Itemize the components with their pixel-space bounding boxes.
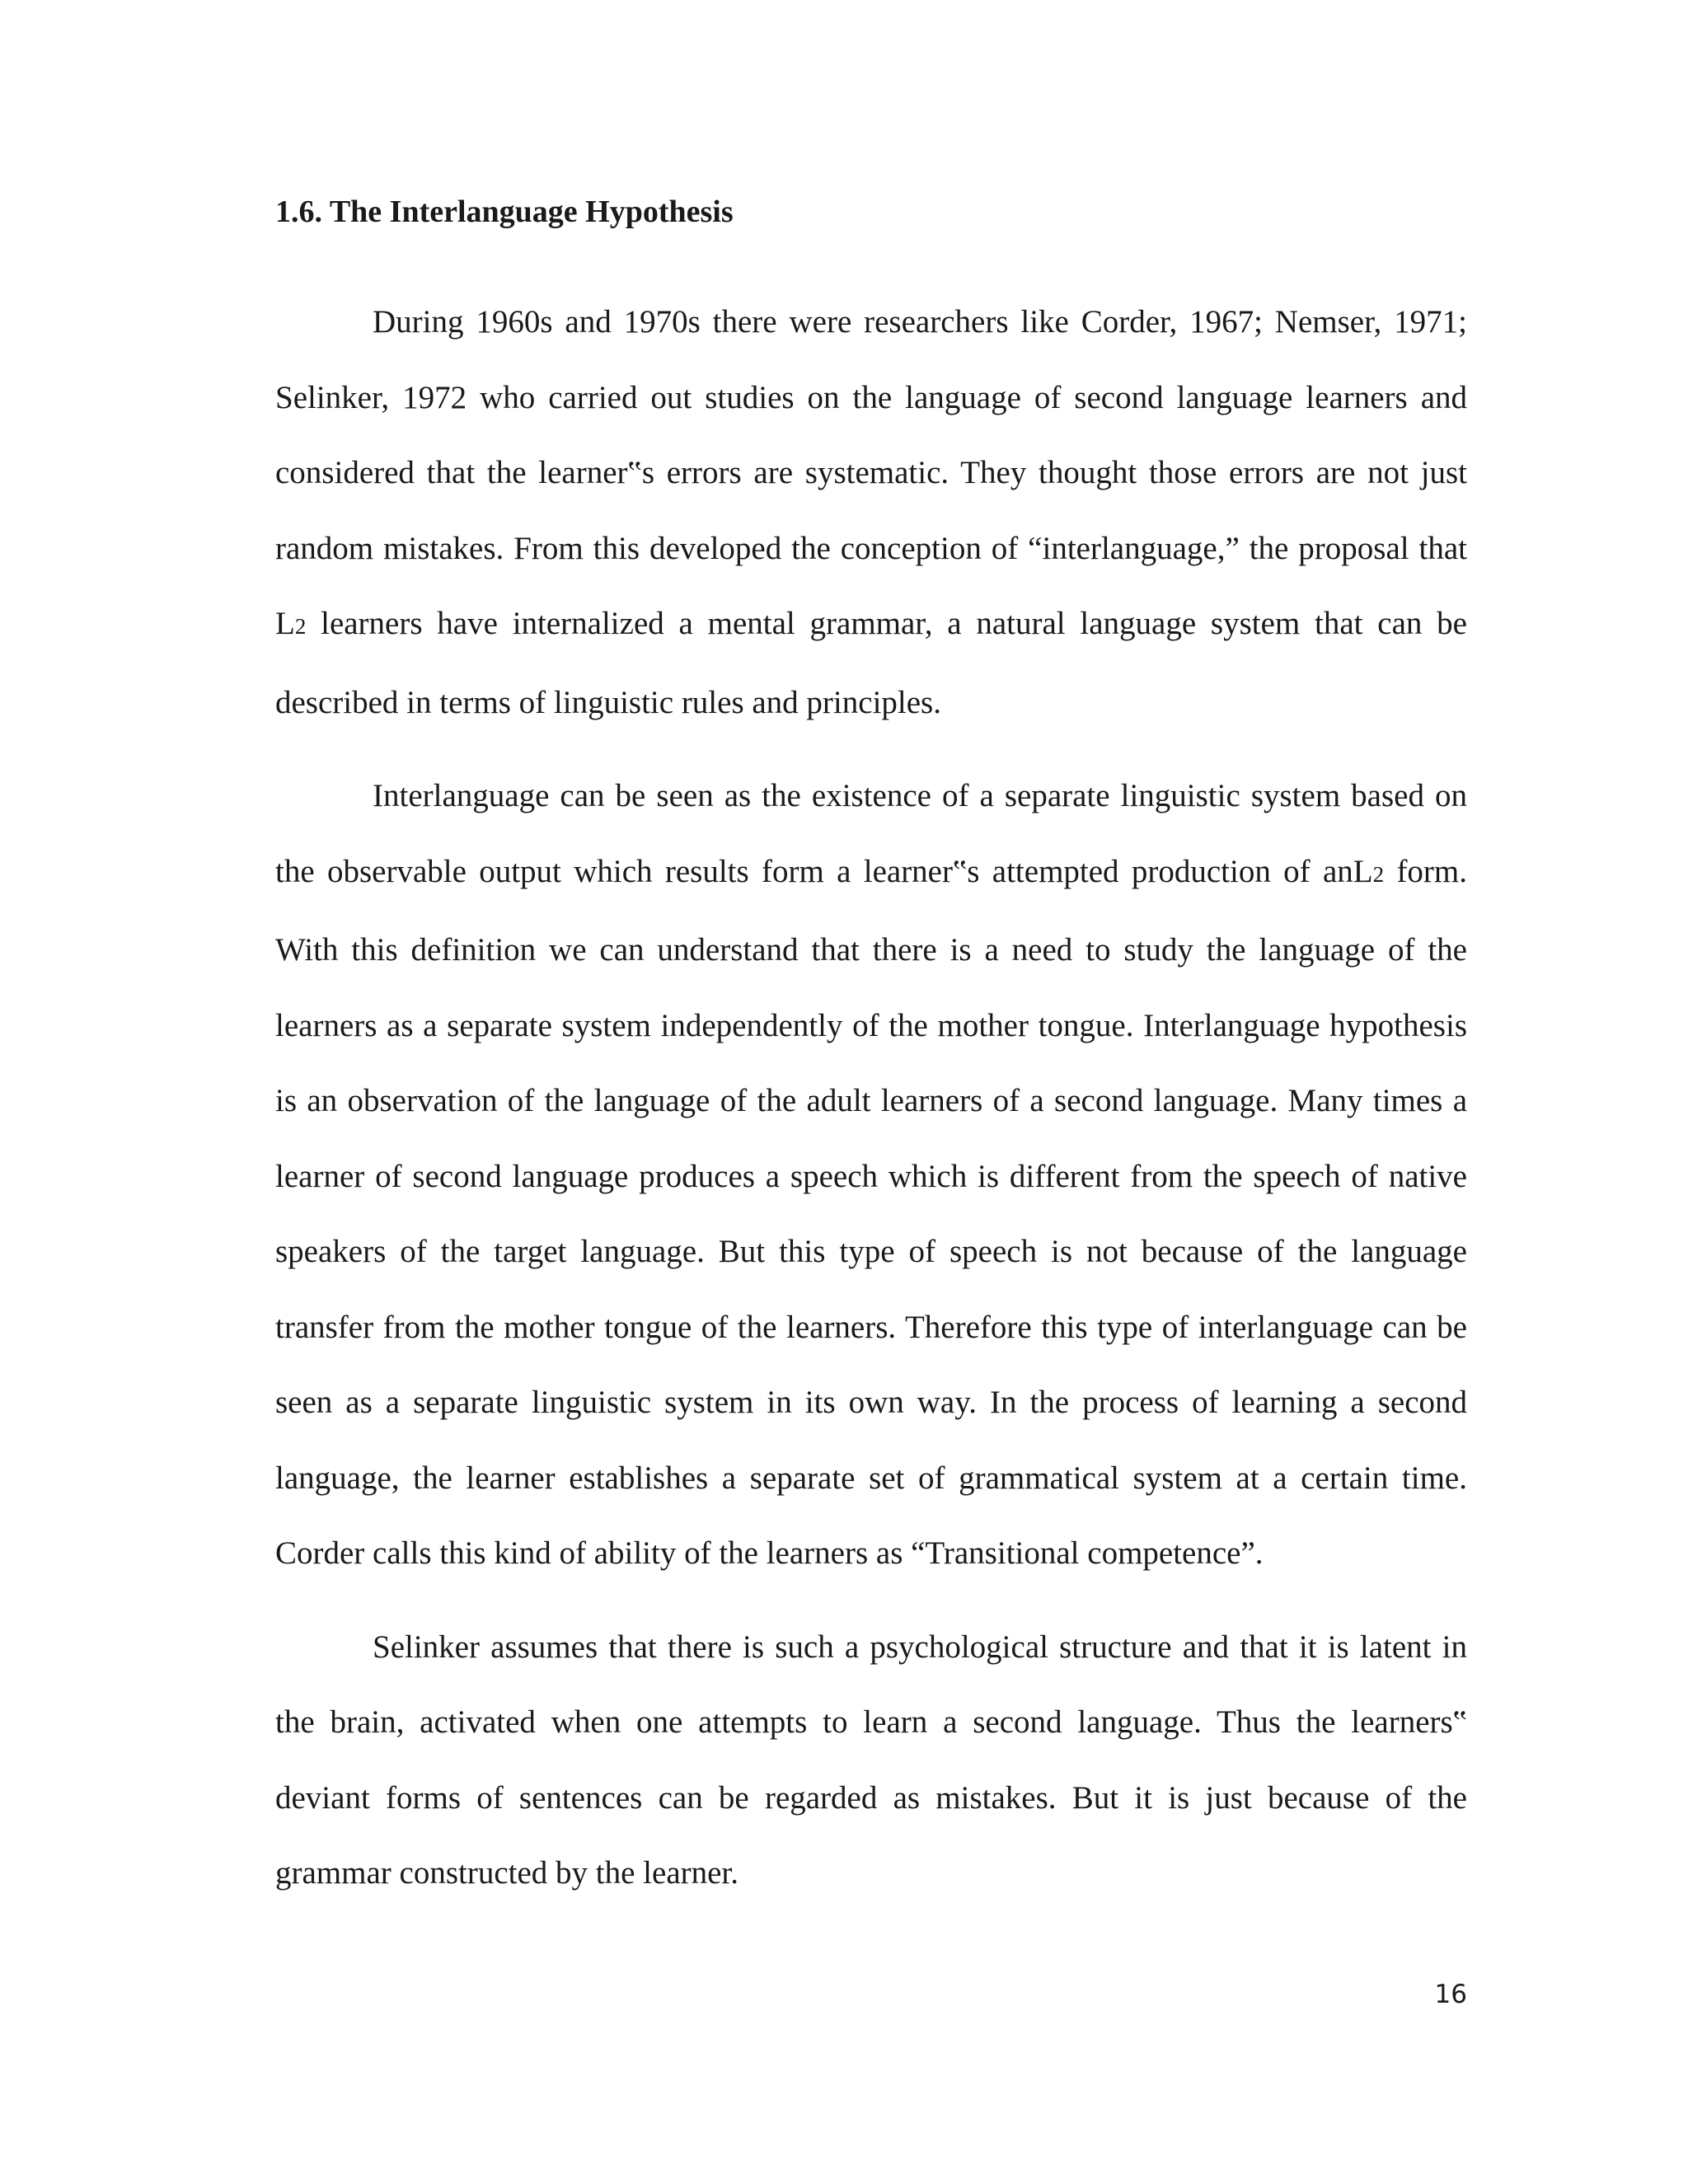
paragraph-1 [275,284,1467,740]
page-number: 16 [1434,1980,1467,2009]
paragraph-2-text-a: Interlanguage can be seen as the existence of a separate linguistic system based on the observable output which results form a learner‟s attempted production of anL [275,778,1467,889]
paragraph-2-text-b: form. With this definition we can understand that there is a need to study the language of the learners as a separate system independently of the mother tongue. Interlanguage hypothesis is an observation of the language of the adult learners of a second language. Many times a learner of second language produces a speech which is different from the speech of native speakers of the target language. But this type of speech is not because of the language transfer from the mother tongue of the learners. Therefore this type of interlanguage can be seen as a separate linguistic system in its own way. In the process of learning a second language, the learner establishes a separate set of grammatical system at a certain time. Corder calls this kind of ability of the learners as “Transitional competence”. [275,853,1468,1571]
section-heading: 1.6. The Interlanguage Hypothesis [275,194,734,229]
paragraph-3: Selinker assumes that there is such a psychological structure and that it is latent in the brain, activated when one attempts to learn a second language. Thus the learners‟ deviant forms of sentences can be regarded as mistakes. But it is just because of the grammar constructed by the learner. [275,1629,1467,1891]
paragraph-1-subscript: 2 [294,614,307,639]
paragraph-2 [275,758,1467,1591]
paragraph-1-text-b: learners have internalized a mental grammar, a natural language system that can be described in terms of linguistic rules and principles. [275,606,1467,720]
paragraph-2-subscript: 2 [1372,861,1385,887]
paragraph-1-text-a: During 1960s and 1970s there were researchers like Corder, 1967; Nemser, 1971; Selinker, 1972 who carried out studies on the language of second language learners and considered that the learner‟s errors are systematic. They thought those errors are not just random mistakes. From this developed the conception of “interlanguage,” the proposal that L [275,304,1467,641]
body-text [275,284,1467,1929]
